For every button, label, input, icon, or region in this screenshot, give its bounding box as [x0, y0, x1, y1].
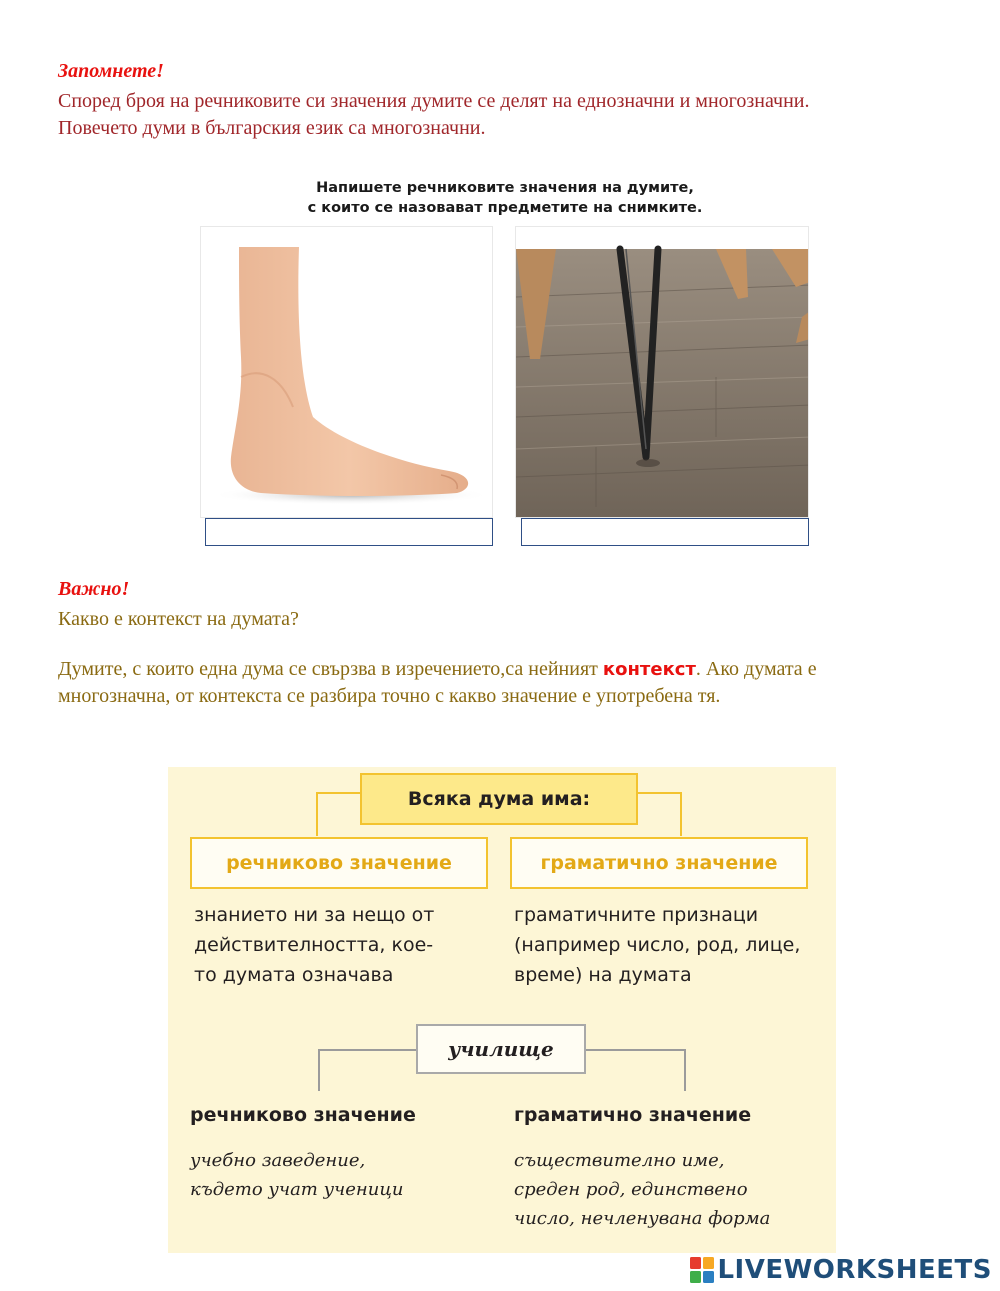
example-grammatical-text: [514, 1146, 832, 1233]
lexical-definition-line: знанието ни за нещо от: [194, 904, 435, 926]
connector-right: [636, 792, 682, 836]
context-paragraph-line-2: многозначна, от контекста се разбира точно с какво значение е употребена тя.: [58, 685, 721, 707]
grammatical-meaning-heading: граматично значение: [510, 837, 808, 889]
example-lexical-heading: речниково значение: [190, 1104, 416, 1126]
lexical-meaning-definition: [194, 900, 504, 990]
grammatical-definition-line: (например число, род, лице,: [514, 934, 801, 956]
lexical-meaning-heading: речниково значение: [190, 837, 488, 889]
task-line-1: Напишете речниковите значения на думите,: [316, 180, 694, 196]
logo-square-3: [690, 1271, 701, 1283]
foot-photo: [200, 226, 493, 518]
foot-image: [201, 227, 493, 518]
lexical-definition-line: действителността, кое-: [194, 934, 434, 956]
example-word: училище: [416, 1024, 586, 1074]
context-paragraph-line-1: [58, 658, 817, 681]
example-grammatical-line: среден род, единствено: [514, 1179, 748, 1200]
lexical-definition-line: то думата означава: [194, 964, 394, 986]
chair-leg-photo: [515, 226, 809, 518]
context-text-after: . Ако думата е: [695, 658, 817, 680]
context-keyword: контекст: [602, 659, 696, 680]
example-lexical-line: където учат ученици: [190, 1179, 404, 1200]
task-line-2: с които се назовават предметите на снимките.: [307, 200, 703, 216]
example-connector-right: [584, 1049, 686, 1091]
logo-square-1: [690, 1257, 701, 1269]
grammatical-definition-line: граматичните признаци: [514, 904, 759, 926]
example-grammatical-line: съществително име,: [514, 1150, 725, 1171]
example-grammatical-line: число, нечленувана форма: [514, 1208, 771, 1229]
answer-box-foot[interactable]: [205, 518, 493, 546]
logo-square-2: [703, 1257, 714, 1269]
context-text-before: Думите, с които една дума се свързва в изречението,са нейният: [58, 658, 603, 680]
example-lexical-line: учебно заведение,: [190, 1150, 366, 1171]
liveworksheets-logo-text: LIVEWORKSHEETS: [717, 1255, 992, 1285]
word-meaning-diagram: [168, 767, 836, 1253]
liveworksheets-logo[interactable]: [690, 1255, 992, 1285]
grammatical-meaning-definition: [514, 900, 832, 990]
diagram-heading: Всяка дума има:: [360, 773, 638, 825]
chair-leg-image: [516, 227, 809, 518]
remember-line-2: Повечето думи в българския език са многозначни.: [58, 117, 486, 139]
liveworksheets-logo-icon: [690, 1257, 714, 1283]
connector-left: [316, 792, 362, 836]
context-question: Какво е контекст на думата?: [58, 608, 299, 630]
example-lexical-text: [190, 1146, 490, 1204]
important-title: Важно!: [58, 578, 130, 600]
remember-line-1: Според броя на речниковите си значения думите се делят на еднозначни и многозначни.: [58, 90, 810, 112]
grammatical-definition-line: време) на думата: [514, 964, 692, 986]
logo-square-4: [703, 1271, 714, 1283]
remember-title: Запомнете!: [58, 60, 164, 82]
example-connector-left: [318, 1049, 418, 1091]
answer-box-chair-leg[interactable]: [521, 518, 809, 546]
example-grammatical-heading: граматично значение: [514, 1104, 752, 1126]
